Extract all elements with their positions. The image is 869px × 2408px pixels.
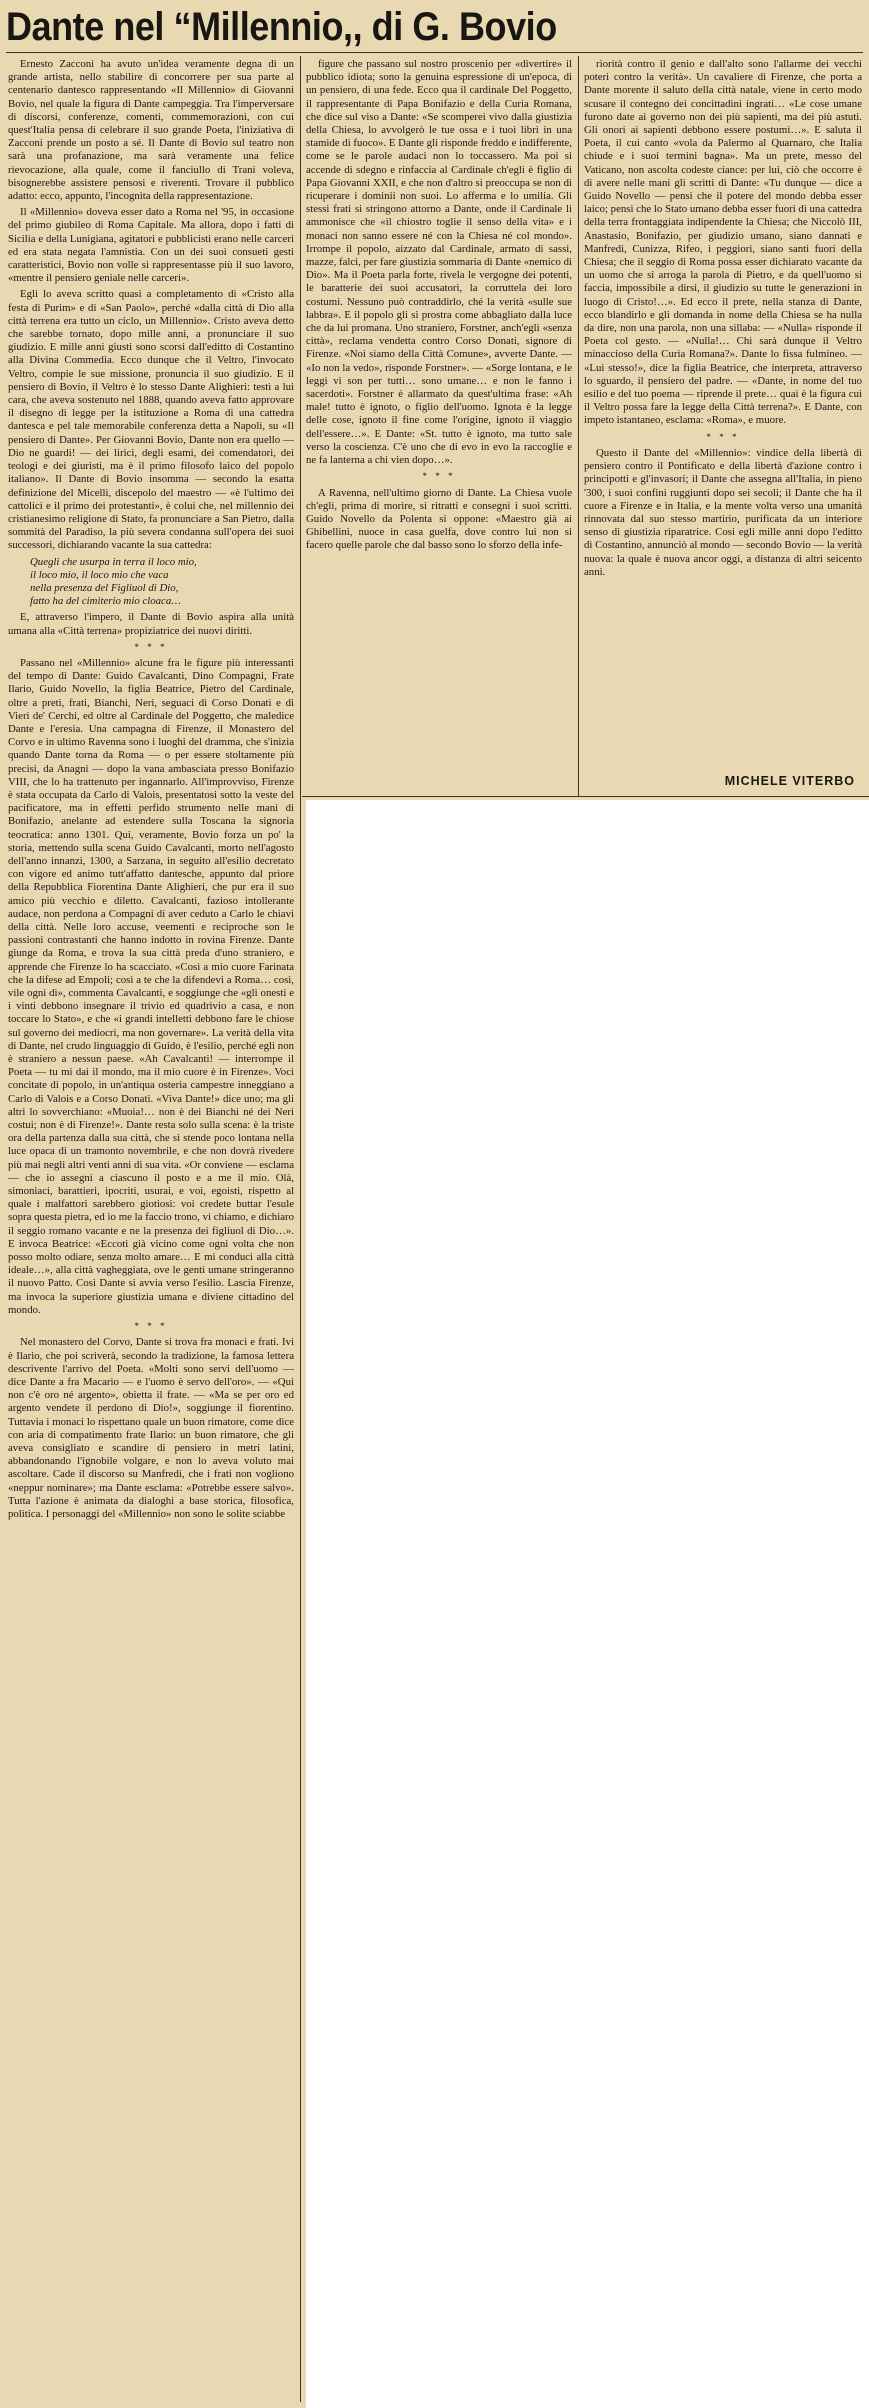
article-title: Dante nel “Millennio,, di G. Bovio <box>6 5 557 49</box>
paragraph: Ernesto Zacconi ha avuto un'idea veramente degna di un grande artista, nello stabilire di concorrere per sua parte al centenario dantesco rappresentando «Il Millennio» di Giovanni Bovio, nel quale la figura di Dante campeggia. Tra l'imperversare di discorsi, conferenze, comenti, commemorazioni, con cui quest'Italia pensa di celebrare il suo grande Poeta, l'iniziativa di Zacconi prende un posto a sé. Il Dante di Bovio sul teatro non sarà una profanazione, ma sarà veramente una felice rievocazione, alla quale, come il fanciullo di Trani voleva, bisognerebbe assistere pensosi e riverenti. Trovare il pubblico adatto: ecco, appunto, l'incognita della rappresentazione. <box>8 58 294 203</box>
paragraph: riorità contro il genio e dall'alto sono l'allarme dei vecchi poteri contro la verità». Un cavaliere di Firenze, che porta a Dante morente il saluto della città natale, viene in certo modo scusare il contegno dei concittadini ingrati… «Le cose umane furono date ai governo non dei più sapienti, ma dei più astuti. Gli onori ai sapienti debbono essere postumi…». E saluta il Poeta, il cui canto «vola da Palermo al Quarnaro, che Italia chiude e i suoi termini bagna». Ma un prete, messo del Vaticano, non ascolta codeste ciance: per lui, ciò che occorre è di avere nelle mani gli scritti di Dante: «Tu dunque — dice a Guido Novello — pensi che il potere del mondo debba esser laico; pensi che lo Stato umano debba esser fuori di una cattedra della terra frontaggiata indipendente la Chiesa; che Niccolò III, Anastasio, Bonifazio, per giudizio umano, siano dannati e Manfredi, Cunizza, Rifeo, i peggiori, siano santi fuori della Chiesa; che il seggio di Roma possa esser dichiarato vacante da un uomo che si arroga la parola di Pietro, e da quell'uomo si faccia, impossibile a dirsi, il giudizio su tutte le generazioni in luogo di Cristo!…». Ed ecco il prete, nella stanza di Dante, ecco blandirlo e gli domanda in nome della Chiesa se ha nulla da dire, non una parola, non una sillaba: — «Nulla» risponde il Poeta col gesto. — «Nulla!… Chi sarà dunque il Veltro minaccioso della Curia Romana?». Dante lo fissa fulmineo. — «Lui stesso!», dice la figlia Beatrice, che interpreta, attraverso lo sguardo, il pensiero del padre. — «Dante, in nome del tuo esilio e del tuo poema — riprende il prete… quai è la figura cui il Veltro possa fare la legge della Città terrena?». E Dante, con impeto istantaneo, esclama: «Roma», e muore. <box>584 58 862 427</box>
paragraph: Nel monastero del Corvo, Dante si trova fra monaci e frati. Ivi è Ilario, che poi scriverà, secondo la tradizione, la famosa lettera descrivente l'arrivo del Poeta. «Molti sono servi dell'uomo — dice Dante a fra Macario — e l'uomo è servo dell'oro». — «Qui non c'è oro né argento», obietta il frate. — «Ma se per oro ed argento vendete il perdono di Dio!», soggiunge il fiorentino. Tuttavia i monaci lo rispettano quale un buon rimatore, come dice con aria di compatimento frate Ilario: un buon rimatore, che gli aveva consigliato e scandire di pensiero in metri latini, abbandonando l'ignobile volgare, e non lo aveva voluto mai ascoltare. Cade il discorso su Manfredi, che i frati non vogliono «neppur nominare»; ma Dante esclama: «Potrebbe essere salvo». Tutta l'azione è animata da dialoghi a base storica, filosofica, politica. I personaggi del «Millennio» non sono le solite sciabbe <box>8 1336 294 1520</box>
paragraph: Il «Millennio» doveva esser dato a Roma nel '95, in occasione del primo giubileo di Roma Capitale. Ma allora, dopo i fatti di Sicilia e della Lunigiana, agitatori e pubblicisti erano nelle carceri ed era stata negata l'amnistia. Con un dei suoi consueti gesti caratteristici, Bovio non volle si rappresentasse più il suo lavoro, «mentre il pensiero geniale nelle carceri». <box>8 206 294 285</box>
column-divider-2 <box>578 56 579 796</box>
paragraph: E, attraverso l'impero, il Dante di Bovio aspira alla unità umana alla «Città terrena» propiziatrice dei nuovi diritti. <box>8 611 294 637</box>
quoted-verse: Quegli che usurpa in terra il loco mio, il loco mio, il loco mio che vaca nella presenza del Figliuol di Dio, fatto ha del cimiterio mio cloaca… <box>30 555 197 608</box>
column-bottom-rule <box>302 796 869 797</box>
section-separator: * * * <box>134 641 168 652</box>
blank-area <box>306 800 869 2408</box>
section-separator: * * * <box>706 431 740 442</box>
paragraph: figure che passano sul nostro proscenio per «divertire» il pubblico idiota; sono la genuina espressione di un'epoca, di un pensiero, di una fede. Ecco qua il cardinale Del Poggetto, il rappresentante di Papa Bonifazio e della Curia Romana, che dice sul viso a Dante: «Se scomperei vivo dalla giustizia della Chiesa, lo avvolgerò le tue ossa e i tuoi libri in una stamide di fuoco». E Dante gli risponde freddo e indifferente, come se le parole audaci non lo toccassero. Ma poi si accende di sdegno e rinfaccia al Cardinale ch'egli è figlio di Papa Giovanni XXII, e che non d'altro si preoccupa se non di ricuperare i dominii non suoi. Lo afferma e lo umilia. Gli stessi frati si stringono attorno a Dante, onde il Cardinale li ammonisce che «il chiostro toglie il senso della vita» e i monaci non sanno essere né con la Chiesa né col mondo». Irrompe il popolo, aizzato dal Cardinale, armato di sassi, mazze, falci, per fare giustizia sommaria di Dante «nemico di Dio». Ma il Poeta parla forte, rivela le vergogne dei potenti, le baratterie dei suoi accusatori, la corruttela dei loro costumi. Nessuno può contraddirlo, ché la verità «sulle sue labbra». E il popolo gli si prostra come abbagliato dalla luce che da lui promana. Uno straniero, Forstner, anch'egli «senza città», reclama vendetta contro Corso Donati, signore di Firenze. «Noi siamo della Città Comune», avverte Dante. — «Io non la vedo», risponde Forstner». — «Sorge lontana, e le leggi vi son per tutti… sono umane… e non le fanno i sacerdoti». Forstner è allarmato da quest'ultima frase: «Ah male! tutto è ignoto, o figlio dell'uomo. Ignota è la legge delle cose, ignoto il fine come l'origine, ignoto il viaggio dell'essere…». E Dante: «St. tutto è ignoto, ma tutto sale verso la coscienza. C'è uno che di evo in evo la raccoglie e ne fa lanterna a chi vien dopo…». <box>306 58 572 467</box>
author-signature: MICHELE VITERBO <box>724 774 855 788</box>
paragraph: Passano nel «Millennio» alcune fra le figure più interessanti del tempo di Dante: Guido Cavalcanti, Dino Compagni, Frate Ilario, Guido Novello, la figlia Beatrice, Pietro del Cardinale, oltre a preti, frati, Bianchi, Neri, seguaci di Corso Donati e di Vieri de' Cerchi, ed oltre al Cardinale del Poggetto, che maledice Dante e l'eresia. Una campagna di Firenze, il Monastero del Corvo e in ultimo Ravenna sono i luoghi del dramma, che s'inizia quando Dante torna da Roma — o per essere stoltamente più precisi, da Anagni — dopo la vana ambasciata presso Bonifazio VIII, che lo ha trattenuto per ingannarlo. All'improvviso, Firenze è stata occupata da Carlo di Valois, presentatosi sotto la veste del pacificatore, ma in effetti perfido strumento nelle mani di Bonifazio, anelante ad estendere sulla Toscana la signoria teocratica: anno 1301. Qui, veramente, Bovio forza un po' la storia, mettendo sulla scena Guido Cavalcanti, morto nell'agosto dell'anno innanzi, 1300, a Sarzana, in seguito all'esilio decretato con vigore ed animo tutt'affatto dantesche, appunto dal priore della Repubblica Fiorentina Dante Alighieri, che pur era il suo amico più vecchio e diletto. Cavalcanti, fazioso intollerante audace, non perdona a Compagni di aver ceduto a Carlo le chiavi della città. Nelle loro accuse, veementi e reciproche son le passioni contrastanti che hanno indotto in rovina Firenze. Dante giunge da Roma, e trova la sua città preda d'uno straniero, e apprende che Firenze lo ha scacciato. «Così a mio cuore Farinata che la difese ad Empoli; così a te che la difendevi a Roma… così, vile ogni dì», commenta Cavalcanti, e soggiunge che «gli onesti e i vinti debbono insegnare il trivio ed quadrivio a casa, e non toccare lo Stato», e che «i grandi intelletti debbono fare le chiose sul governo dei mediocri, ma non governare». La verità della vita di Dante, nel crudo linguaggio di Guido, è l'esilio, perché egli non è straniero a nessun paese. «Ah Cavalcanti! — interrompe il Poeta — tu mi dai il mondo, ma il mio cuore è in Firenze». Voci concitate di popolo, in un'antiqua osteria campestre inneggiano a Carlo di Valois e a Corso Donati. «Viva Dante!» dice uno; ma gli altri lo sovverchiano: «Muoia!… non è dei Bianchi né dei Neri costui; non è di Firenze!». Dante resta solo sulla scena: è la triste ora della partenza dalla sua città, che si stende poco lontana nella luce opaca di un tramonto novembrile, e che non dovrà rivedere più mai negli altri venti anni di sua vita. «Or conviene — esclama — che io assegni a ciascuno il posto e a me il mio. Olà, simoniaci, barattieri, ipocriti, usurai, e voi, egoisti, rispetto al quale i malfattori sarebbero giotiosi: voi credete buttar l'esule sopra questa pietra, ed io me la faccio trono, vi chiamo, e dichiaro il seggio romano vacante e ne la presenza dei figliuol di Dio…». E invoca Beatrice: «Eccoti già vicino come ogni volta che non posso molto odiare, senza molto amare… E mi conduci alla città ideale…», alla città vagheggiata, ove le genti umane stringeranno il nuovo Patto. Così Dante si avvia verso l'esilio. Lascia Firenze, ma invoca la superiore giustizia umana e diviene cittadino del mondo. <box>8 656 294 1316</box>
section-separator: * * * <box>422 471 456 482</box>
section-separator: * * * <box>134 1321 168 1332</box>
article-column-1 <box>8 58 294 2402</box>
title-rule <box>6 52 863 53</box>
article-column-2 <box>306 58 572 794</box>
column-divider-1 <box>300 56 301 2402</box>
paragraph: A Ravenna, nell'ultimo giorno di Dante. La Chiesa vuole ch'egli, prima di morire, si ritratti e consegni i suoi scritti. Guido Novello da Polenta si oppone: «Maestro già ai Ghibellini, nuoce in casa guelfa, dove contro lui non si facero quelle parole che dal basso sono lo sforzo della infe- <box>306 486 572 552</box>
paragraph: Egli lo aveva scritto quasi a completamento di «Cristo alla festa di Purim» e di «San Paolo», perché «dalla città di Dio alla città terrena era tutto un ciclo, un Millennio». Cristo aveva detto che sarebbe tornato, dopo mille anni, a pronunciare il suo giudizio. E mille anni giusti sono scorsi dall'editto di Costantino alla Divina Commedia. Ecco dunque che il Veltro, l'invocato Veltro, compie le sue missione, pronuncia il suo giudizio. E il pensiero di Bovio, il Veltro è lo stesso Dante Alighieri: testì a lui cara, che aveva sostenuto nel 1888, quando aveva fatto approvare il disegno di legge per la istituzione a Roma di una cattedra dantesca e pel tale memorabile conferenza detta a Napoli, su «Il pensiero di Dante». Per Giovanni Bovio, Dante non era quello — Dio ne guardi! — dei lirici, degli esami, dei comendatori, dei teologi e dei giuristi, ma è il primo filosofo laico del popolo italiano». Il Dante di Bovio insomma — secondo la esatta definizione del Micelli, discepolo del maestro — «è l'ultimo dei cattolici e il primo dei protestanti», è colui che, nel millennio dei cristianesimo religione di Stato, fa pronunciare a San Pietro, dalla sommità del Paradiso, la più severa condanna sull'opera dei suoi successori, dichiarando vacante la sua cattedra: <box>8 288 294 552</box>
paragraph: Questo il Dante del «Millennio»: vindice della libertà di pensiero contro il Pontificato e della libertà d'azione contro i principotti e gl'invasori; il Dante che assegna all'Italia, in pieno '300, i suoi confini ruggiunti dopo sei secoli; il Dante che ha il cuore a Firenze e in Italia, e la mente volta verso una umanità rinnovata dal suo stesso martirio, purificata da un interiore senso di giustizia riparatrice. Cosi egli mille anni dopo l'editto di Costantino, annunciò al mondo — secondo Bovio — la verità nuova: la quale è nuova ancor oggi, a distanza di altri seicento anni. <box>584 446 862 578</box>
article-column-3 <box>584 58 862 770</box>
